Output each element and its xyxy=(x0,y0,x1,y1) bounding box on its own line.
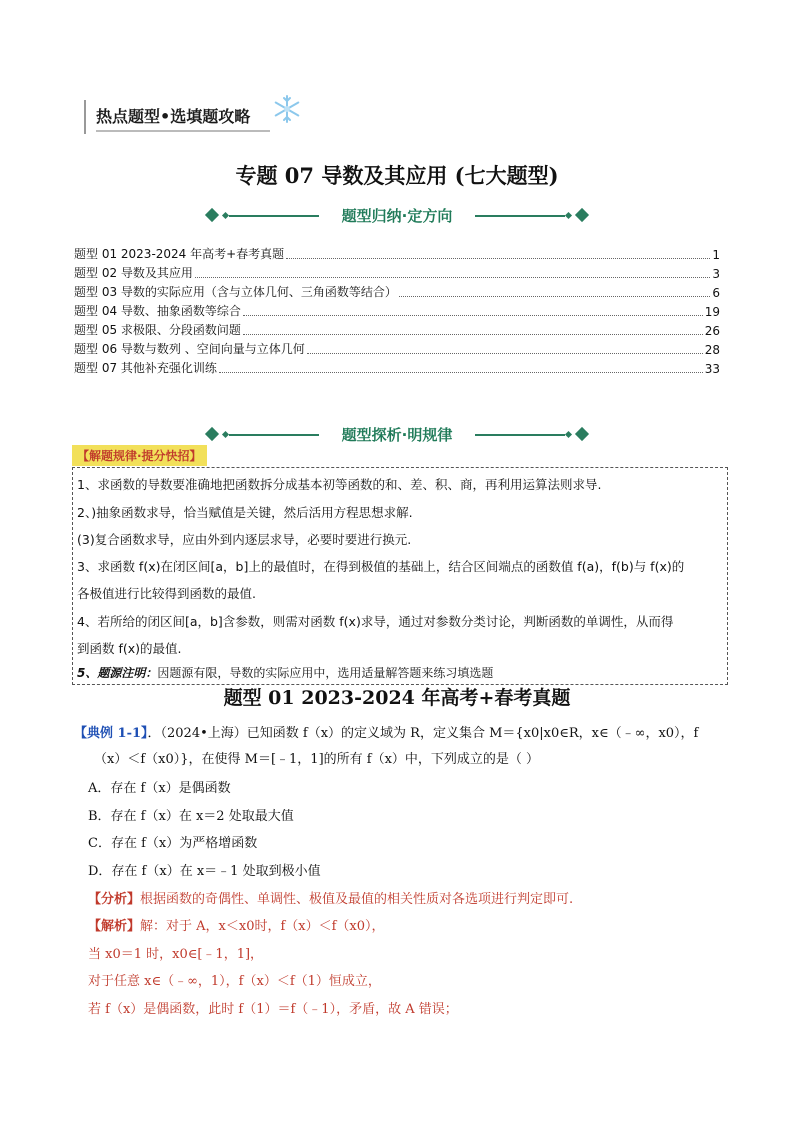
example-question-line1 xyxy=(74,724,698,744)
toc-page: 3 xyxy=(712,267,720,281)
tips-tag: 【解题规律·提分快招】 xyxy=(72,445,207,466)
toc-entry[interactable] xyxy=(74,357,720,376)
toc-entry[interactable] xyxy=(74,243,720,262)
toc-page: 19 xyxy=(704,305,720,319)
toc-page: 28 xyxy=(704,343,720,357)
tip-line: 2、)抽象函数求导，恰当赋值是关键，然后活用方程思想求解. xyxy=(77,505,413,520)
tip-line: 3、求函数 f(x)在闭区间[a，b]上的最值时，在得到极值的基础上，结合区间端点的函数值 f(a)，f(b)与 f(x)的 xyxy=(77,559,685,574)
toc-entry[interactable] xyxy=(74,300,720,319)
toc-page: 26 xyxy=(704,324,720,338)
section-banner-analysis xyxy=(205,425,589,445)
example-question-line2: （x）＜f（x0）}，在使得 M＝[﹣1，1]的所有 f（x）中，下列成立的是（ ） xyxy=(94,752,540,767)
toc-label: 题型 02 导数及其应用 xyxy=(74,266,193,280)
solution-text: 解：对于 A，x＜x0时，f（x）＜f（x0）， xyxy=(140,919,385,934)
document-title: 专题 07 导数及其应用 (七大题型) xyxy=(235,163,559,188)
header-divider xyxy=(84,100,86,134)
toc-label: 题型 04 导数、抽象函数等综合 xyxy=(74,304,241,318)
toc-label: 题型 03 导数的实际应用（含与立体几何、三角函数等结合） xyxy=(74,285,397,299)
header-tag: 热点题型•选填题攻略 xyxy=(96,107,251,126)
tips-box xyxy=(72,467,728,685)
toc-label: 题型 07 其他补充强化训练 xyxy=(74,361,217,375)
tip-line: (3)复合函数求导，应由外到内逐层求导，必要时要进行换元. xyxy=(77,532,412,547)
header-underline xyxy=(96,130,270,132)
table-of-contents xyxy=(74,243,720,376)
toc-entry[interactable] xyxy=(74,319,720,338)
banner-text: 题型归纳·定方向 xyxy=(341,207,453,225)
toc-page: 1 xyxy=(712,248,720,262)
section-title: 题型 01 2023-2024 年高考+春考真题 xyxy=(223,687,571,709)
tip-line: 到函数 f(x)的最值. xyxy=(77,641,182,656)
example-tag: 【典例 1-1】 xyxy=(74,726,148,741)
tip-note-head: 5、题源注明： xyxy=(77,666,158,680)
tip-line: 4、若所给的闭区间[a，b]含参数，则需对函数 f(x)求导，通过对参数分类讨论，判断函数的单调性，从而得 xyxy=(77,614,674,629)
option-c: C．存在 f（x）为严格增函数 xyxy=(88,836,258,851)
toc-label: 题型 06 导数与数列 、空间向量与立体几何 xyxy=(74,342,305,356)
solution-tag: 【解析】 xyxy=(88,919,141,934)
tip-note-text: 因题源有限，导数的实际应用中，选用适量解答题来练习填选题 xyxy=(157,666,494,680)
toc-entry[interactable] xyxy=(74,281,720,300)
analysis-text: 根据函数的奇偶性、单调性、极值及最值的相关性质对各选项进行判定即可. xyxy=(140,892,574,907)
tip-line: 各极值进行比较得到函数的最值. xyxy=(77,586,256,601)
toc-entry[interactable] xyxy=(74,262,720,281)
option-d: D．存在 f（x）在 x＝﹣1 处取到极小值 xyxy=(88,864,321,879)
section-banner-overview xyxy=(205,206,589,226)
toc-entry[interactable] xyxy=(74,338,720,357)
example-text: ．（2024•上海）已知函数 f（x）的定义域为 R，定义集合 M＝{x0|x0∈R，x∈（﹣∞，x0），f xyxy=(147,726,699,741)
solution-line xyxy=(88,917,385,937)
option-b: B．存在 f（x）在 x＝2 处取最大值 xyxy=(88,809,294,824)
analysis-tag: 【分析】 xyxy=(88,892,141,907)
option-a: A．存在 f（x）是偶函数 xyxy=(88,781,231,796)
toc-label: 题型 01 2023-2024 年高考+春考真题 xyxy=(74,247,285,261)
solution-line: 对于任意 x∈（﹣∞，1），f（x）＜f（1）恒成立， xyxy=(88,974,381,989)
toc-page: 6 xyxy=(712,286,720,300)
solution-line: 当 x0＝1 时，x0∈[﹣1，1]， xyxy=(88,947,264,962)
solution-line: 若 f（x）是偶函数，此时 f（1）＝f（﹣1），矛盾，故 A 错误； xyxy=(88,1002,458,1017)
snowflake-icon xyxy=(272,94,302,124)
analysis-line xyxy=(88,890,573,910)
tip-line: 1、求函数的导数要准确地把函数拆分成基本初等函数的和、差、积、商，再利用运算法则求导. xyxy=(77,477,602,492)
toc-label: 题型 05 求极限、分段函数问题 xyxy=(74,323,241,337)
banner-text: 题型探析·明规律 xyxy=(341,426,453,444)
toc-page: 33 xyxy=(704,362,720,376)
